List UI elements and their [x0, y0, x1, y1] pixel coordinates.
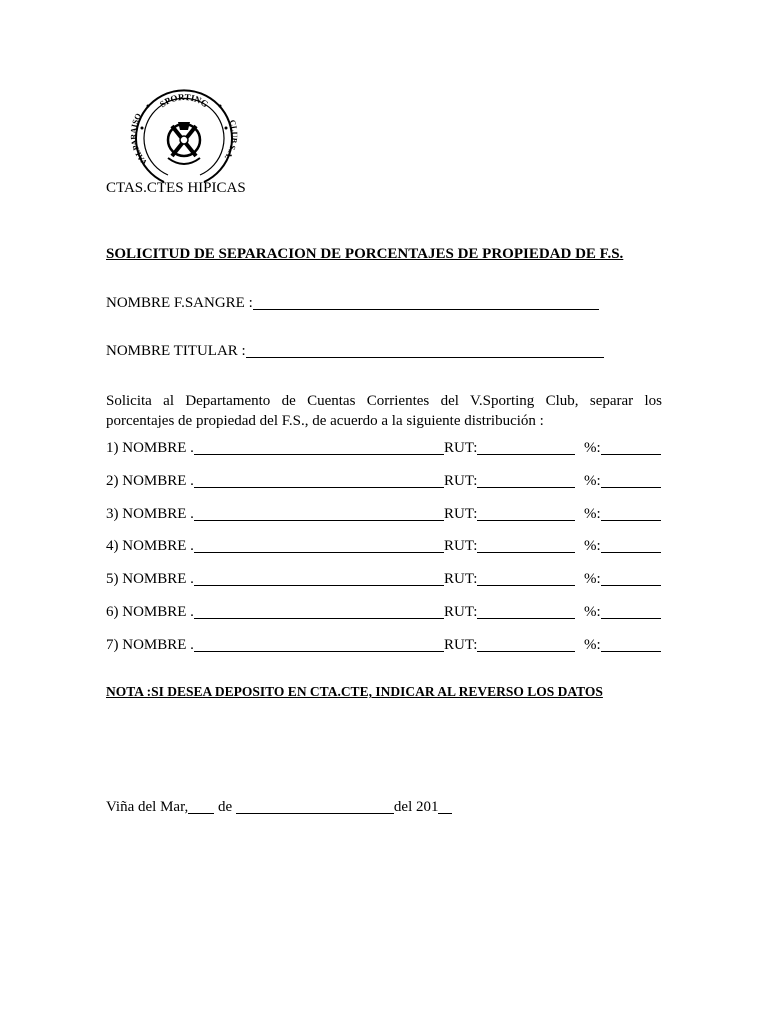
nota-notice: NOTA :SI DESEA DEPOSITO EN CTA.CTE, INDICAR AL REVERSO LOS DATOS: [106, 684, 603, 699]
owner-pct-label: %:: [584, 604, 601, 620]
logo-text-right: CLUB S.A.: [222, 118, 240, 162]
owner-rut-input[interactable]: [477, 637, 575, 652]
owner-pct-input[interactable]: [601, 506, 661, 521]
club-logo: [128, 78, 240, 188]
owner-rut-input[interactable]: [477, 506, 575, 521]
del-label: del 201: [393, 799, 439, 815]
nombre-fsangre-input[interactable]: [253, 295, 599, 310]
logo-text-top: SPORTING: [157, 91, 211, 110]
owner-pct-label: %:: [584, 571, 601, 587]
owner-rut-input[interactable]: [477, 571, 575, 586]
owner-rut-label: RUT:: [444, 473, 478, 489]
request-paragraph: [106, 391, 662, 431]
owner-rut-input[interactable]: [477, 538, 575, 553]
horseshoe-crest-icon: [128, 78, 240, 188]
owner-row: [106, 571, 662, 591]
owner-name-input[interactable]: [194, 538, 444, 553]
date-line: [106, 799, 452, 816]
owner-pct-input[interactable]: [601, 604, 661, 619]
owner-name-label: 2) NOMBRE .: [106, 473, 194, 489]
owner-name-label: 6) NOMBRE .: [106, 604, 194, 620]
owner-name-input[interactable]: [194, 571, 444, 586]
owner-pct-input[interactable]: [601, 440, 661, 455]
owner-name-label: 1) NOMBRE .: [106, 440, 194, 456]
department-heading: CTAS.CTES HIPICAS: [106, 180, 246, 196]
owner-name-input[interactable]: [194, 604, 444, 619]
owner-rut-input[interactable]: [477, 440, 575, 455]
owner-rut-label: RUT:: [444, 604, 478, 620]
owner-pct-input[interactable]: [601, 538, 661, 553]
nombre-titular-input[interactable]: [246, 343, 604, 358]
day-input[interactable]: [188, 799, 214, 814]
form-title: SOLICITUD DE SEPARACION DE PORCENTAJES DE PROPIEDAD DE F.S.: [106, 246, 624, 262]
nombre-fsangre-line: [106, 295, 599, 312]
owner-pct-label: %:: [584, 637, 601, 653]
owner-row: [106, 506, 662, 526]
owner-rut-label: RUT:: [444, 571, 478, 587]
svg-text:CLUB S.A.: [223, 119, 239, 162]
owner-pct-label: %:: [584, 506, 601, 522]
owner-row: [106, 637, 662, 657]
owner-row: [106, 440, 662, 460]
paragraph-line-1: Solicita al Departamento de Cuentas Corrientes del V.Sporting Club, separar los: [106, 393, 662, 409]
owner-rut-input[interactable]: [477, 473, 575, 488]
owner-name-input[interactable]: [194, 473, 444, 488]
owner-rut-label: RUT:: [444, 637, 478, 653]
owner-name-input[interactable]: [194, 637, 444, 652]
owner-row: [106, 538, 662, 558]
owner-pct-input[interactable]: [601, 473, 661, 488]
year-input[interactable]: [438, 799, 452, 814]
owner-name-input[interactable]: [194, 506, 444, 521]
svg-text:VALPARAISO: [129, 112, 149, 167]
month-input[interactable]: [236, 799, 394, 814]
de-label: de: [217, 799, 233, 815]
owner-pct-label: %:: [584, 538, 601, 554]
owner-rut-input[interactable]: [477, 604, 575, 619]
owner-pct-label: %:: [584, 473, 601, 489]
owner-row: [106, 604, 662, 624]
owner-pct-input[interactable]: [601, 571, 661, 586]
owner-name-label: 5) NOMBRE .: [106, 571, 194, 587]
nombre-titular-line: [106, 343, 604, 360]
owner-row: [106, 473, 662, 493]
nombre-titular-label: NOMBRE TITULAR :: [106, 343, 246, 359]
owner-name-label: 7) NOMBRE .: [106, 637, 194, 653]
owner-name-label: 3) NOMBRE .: [106, 506, 194, 522]
logo-text-left: VALPARAISO: [128, 111, 150, 167]
owner-pct-label: %:: [584, 440, 601, 456]
owner-pct-input[interactable]: [601, 637, 661, 652]
owner-rut-label: RUT:: [444, 506, 478, 522]
owner-rut-label: RUT:: [444, 440, 478, 456]
nombre-fsangre-label: NOMBRE F.SANGRE :: [106, 295, 253, 311]
paragraph-line-2: porcentajes de propiedad del F.S., de acuerdo a la siguiente distribución :: [106, 413, 544, 429]
place-label: Viña del Mar,: [106, 799, 189, 815]
owner-name-label: 4) NOMBRE .: [106, 538, 194, 554]
owner-name-input[interactable]: [194, 440, 444, 455]
owner-rut-label: RUT:: [444, 538, 478, 554]
